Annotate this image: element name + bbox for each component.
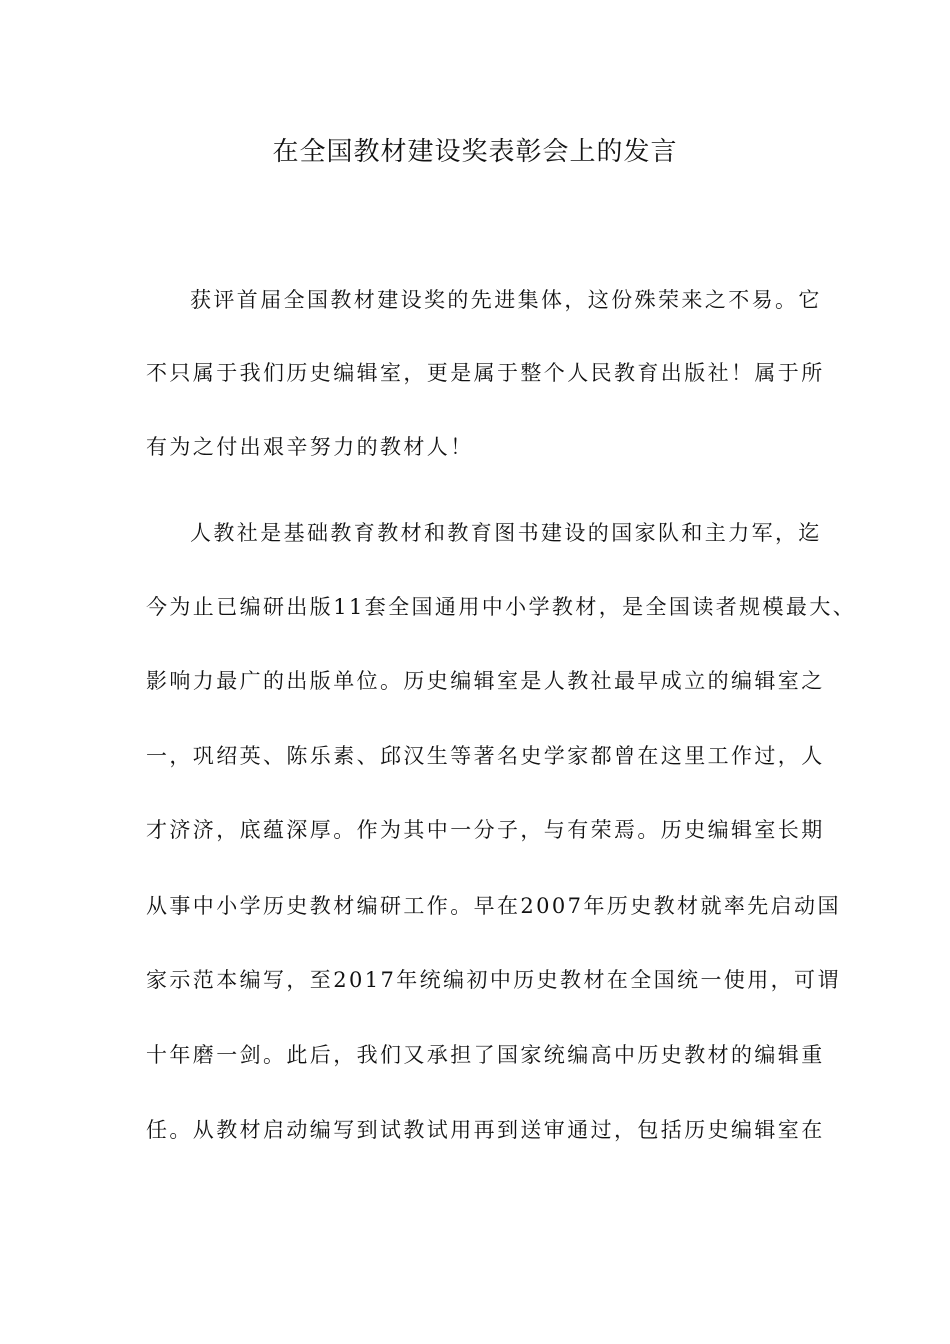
- paragraph-2-line-1: 人教社是基础教育教材和教育图书建设的国家队和主力军，迄: [190, 521, 822, 545]
- paragraph-1-line-3: 有为之付出艰辛努力的教材人！: [146, 435, 474, 459]
- paragraph-2-line-3: 影响力最广的出版单位。历史编辑室是人教社最早成立的编辑室之: [146, 669, 825, 693]
- paragraph-2-line-7: 家示范本编写，至2017年统编初中历史教材在全国统一使用，可谓: [146, 968, 841, 992]
- paragraph-2-line-8: 十年磨一剑。此后，我们又承担了国家统编高中历史教材的编辑重: [146, 1043, 825, 1067]
- paragraph-2-line-6: 从事中小学历史教材编研工作。早在2007年历史教材就率先启动国: [146, 894, 841, 918]
- paragraph-1-line-1: 获评首届全国教材建设奖的先进集体，这份殊荣来之不易。它: [190, 288, 822, 312]
- paragraph-2-line-4: 一，巩绍英、陈乐素、邱汉生等著名史学家都曾在这里工作过，人: [146, 744, 825, 768]
- paragraph-2-line-9: 任。从教材启动编写到试教试用再到送审通过，包括历史编辑室在: [146, 1118, 825, 1142]
- paragraph-1-line-2: 不只属于我们历史编辑室，更是属于整个人民教育出版社！属于所: [146, 361, 825, 385]
- paragraph-2-line-5: 才济济，底蕴深厚。作为其中一分子，与有荣焉。历史编辑室长期: [146, 818, 825, 842]
- document-title: 在全国教材建设奖表彰会上的发言: [272, 137, 678, 167]
- paragraph-2-line-2: 今为止已编研出版11套全国通用中小学教材，是全国读者规模最大、: [146, 595, 857, 619]
